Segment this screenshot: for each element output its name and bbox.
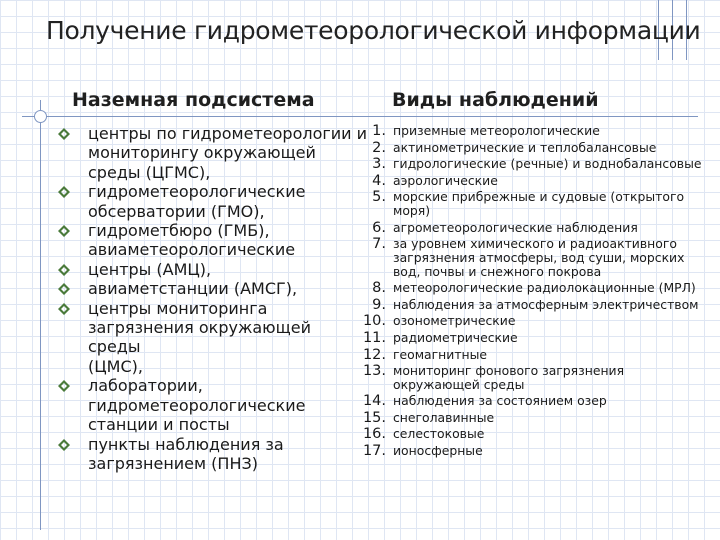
decor-line: [40, 100, 41, 530]
list-item-text: центры (АМЦ),: [88, 259, 212, 279]
item-text: за уровнем химического и радиоактивного загрязнения атмосферы, вод суши, морских вод, почвы и снежного покрова: [393, 236, 685, 279]
item-number: 4.: [372, 172, 386, 189]
list-item: [58, 299, 368, 377]
numbered-item: [352, 237, 718, 278]
list-item: [58, 182, 368, 221]
item-number: 1.: [372, 123, 386, 139]
numbered-item: [352, 314, 718, 328]
list-item: [58, 260, 368, 279]
numbered-item: [352, 221, 718, 235]
list-item-text: гидрометеорологические обсерватории (ГМО),: [88, 182, 306, 221]
item-text: гидрологические (речные) и воднобалансовые: [393, 156, 702, 172]
right-column-heading: Виды наблюдений: [392, 89, 599, 111]
list-item-text: гидрометбюро (ГМБ), авиаметеорологические: [88, 221, 296, 260]
diamond-bullet-icon: [58, 186, 70, 198]
left-column-heading: Наземная подсистема: [72, 89, 315, 111]
item-number: 15.: [362, 409, 386, 426]
item-text: аэрологические: [393, 172, 498, 188]
left-list: [58, 124, 368, 473]
item-text: селестоковые: [393, 426, 485, 442]
list-item-text: лаборатории, гидрометеорологические станции и посты: [88, 376, 306, 435]
item-number: 7.: [372, 236, 386, 253]
item-text: морские прибрежные и судовые (открытого моря): [393, 189, 685, 219]
item-text: агрометеорологические наблюдения: [393, 219, 638, 235]
numbered-item: [352, 348, 718, 362]
item-number: 8.: [372, 280, 386, 297]
decor-circle: [34, 110, 47, 123]
item-number: 17.: [362, 443, 386, 460]
item-text: наблюдения за атмосферным электричеством: [393, 296, 699, 312]
numbered-item: [352, 124, 718, 138]
list-item: [58, 124, 368, 182]
numbered-item: [352, 298, 718, 312]
diamond-bullet-icon: [58, 128, 70, 140]
item-number: 5.: [372, 189, 386, 206]
diamond-bullet-icon: [58, 303, 70, 315]
list-item: [58, 376, 368, 434]
numbered-item: [352, 394, 718, 408]
item-text: снеголавинные: [393, 409, 495, 425]
item-text: приземные метеорологические: [393, 123, 600, 138]
item-number: 16.: [362, 426, 386, 443]
item-text: мониторинг фонового загрязнения окружающей среды: [393, 363, 625, 392]
list-item-text: авиаметстанции (АМСГ),: [88, 279, 298, 299]
list-item-text: пункты наблюдения за загрязнением (ПНЗ): [88, 434, 284, 473]
item-number: 12.: [362, 346, 386, 363]
list-item: [58, 435, 368, 474]
item-text: ионосферные: [393, 443, 483, 459]
numbered-item: [352, 331, 718, 345]
numbered-item: [352, 157, 718, 171]
item-number: 2.: [372, 139, 386, 156]
diamond-bullet-icon: [58, 225, 70, 237]
right-list: [352, 124, 718, 461]
slide-title: Получение гидрометеорологической информации: [46, 16, 701, 45]
diamond-bullet-icon: [58, 380, 70, 392]
item-number: 9.: [372, 296, 386, 313]
item-number: 3.: [372, 156, 386, 173]
item-text: геомагнитные: [393, 346, 488, 362]
item-text: наблюдения за состоянием озер: [393, 393, 607, 409]
item-text: актинометрические и теплобалансовые: [393, 139, 657, 155]
list-item-text: центры по гидрометеорологии и мониторингу окружающей среды (ЦГМС),: [88, 124, 368, 182]
item-number: 11.: [362, 329, 386, 346]
list-item: [58, 221, 368, 260]
list-item: [58, 279, 368, 298]
numbered-item: [352, 427, 718, 441]
item-text: радиометрические: [393, 329, 518, 345]
diamond-bullet-icon: [58, 439, 70, 451]
item-number: 13.: [362, 363, 386, 380]
diamond-bullet-icon: [58, 264, 70, 276]
numbered-item: [352, 444, 718, 458]
decor-line: [22, 116, 698, 117]
numbered-item: [352, 190, 718, 218]
list-item-text: центры мониторинга загрязнения окружающей среды (ЦМС),: [88, 298, 311, 376]
numbered-item: [352, 364, 718, 392]
item-text: метеорологические радиолокационные (МРЛ): [393, 280, 696, 296]
item-number: 14.: [362, 393, 386, 410]
item-number: 10.: [362, 313, 386, 330]
numbered-item: [352, 141, 718, 155]
numbered-item: [352, 174, 718, 188]
numbered-item: [352, 411, 718, 425]
diamond-bullet-icon: [58, 283, 70, 295]
item-text: озонометрические: [393, 313, 516, 329]
numbered-item: [352, 281, 718, 295]
item-number: 6.: [372, 219, 386, 236]
